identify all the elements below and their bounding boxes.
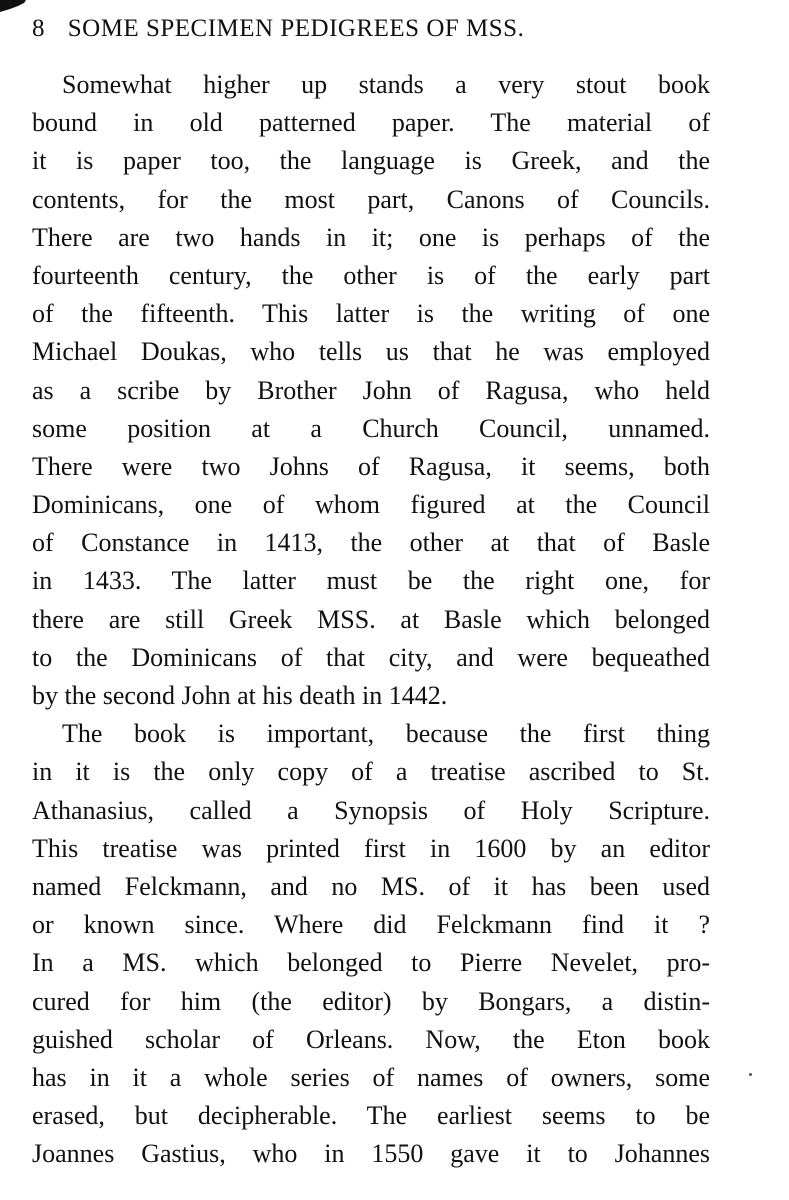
running-title: SOME SPECIMEN PEDIGREES OF MSS. (67, 15, 525, 42)
text-line: in 1433. The latter must be the right one, for (32, 566, 710, 596)
text-line: it is paper too, the language is Greek, and the (32, 146, 710, 176)
paragraph-1 (32, 66, 710, 715)
text-line: There are two hands in it; one is perhaps of the (32, 222, 710, 252)
text-line: has in it a whole series of names of owners, some (32, 1062, 710, 1092)
text-line: to the Dominicans of that city, and were bequeathed (32, 642, 710, 672)
running-head (32, 14, 732, 44)
text-line: of the fifteenth. This latter is the writing of one (32, 299, 710, 329)
text-line: Michael Doukas, who tells us that he was employed (32, 337, 710, 367)
page-number: 8 (32, 15, 45, 42)
body-text (32, 66, 710, 1173)
text-line: or known since. Where did Felckmann find it ? (32, 910, 710, 940)
text-line: some position at a Church Council, unnamed. (32, 413, 710, 443)
text-line: guished scholar of Orleans. Now, the Eton book (32, 1024, 710, 1054)
text-line: This treatise was printed first in 1600 by an editor (32, 833, 710, 863)
text-line: fourteenth century, the other is of the early part (32, 260, 710, 290)
text-line: Somewhat higher up stands a very stout book (62, 70, 710, 99)
text-line: Joannes Gastius, who in 1550 gave it to Johannes (32, 1139, 710, 1169)
text-line: there are still Greek MSS. at Basle which belonged (32, 604, 710, 634)
text-line: by the second John at his death in 1442. (32, 681, 448, 710)
text-line: In a MS. which belonged to Pierre Nevelet, pro- (32, 948, 710, 978)
text-line: cured for him (the editor) by Bongars, a distin- (32, 986, 710, 1016)
text-line: as a scribe by Brother John of Ragusa, who held (32, 375, 710, 405)
scan-speck (749, 1073, 752, 1076)
scan-corner-mark (0, 0, 26, 14)
text-line: of Constance in 1413, the other at that of Basle (32, 528, 710, 558)
text-line: in it is the only copy of a treatise ascribed to St. (32, 757, 710, 787)
text-line: Dominicans, one of whom figured at the Council (32, 490, 710, 520)
paragraph-2 (32, 715, 710, 1173)
text-line: bound in old patterned paper. The material of (32, 108, 710, 138)
text-line: contents, for the most part, Canons of Councils. (32, 184, 710, 214)
text-line: The book is important, because the first thing (62, 719, 710, 749)
text-line: There were two Johns of Ragusa, it seems, both (32, 451, 710, 481)
text-line: Athanasius, called a Synopsis of Holy Scripture. (32, 795, 710, 825)
text-line: erased, but decipherable. The earliest seems to be (32, 1101, 710, 1131)
text-line: named Felckmann, and no MS. of it has been used (32, 871, 710, 901)
